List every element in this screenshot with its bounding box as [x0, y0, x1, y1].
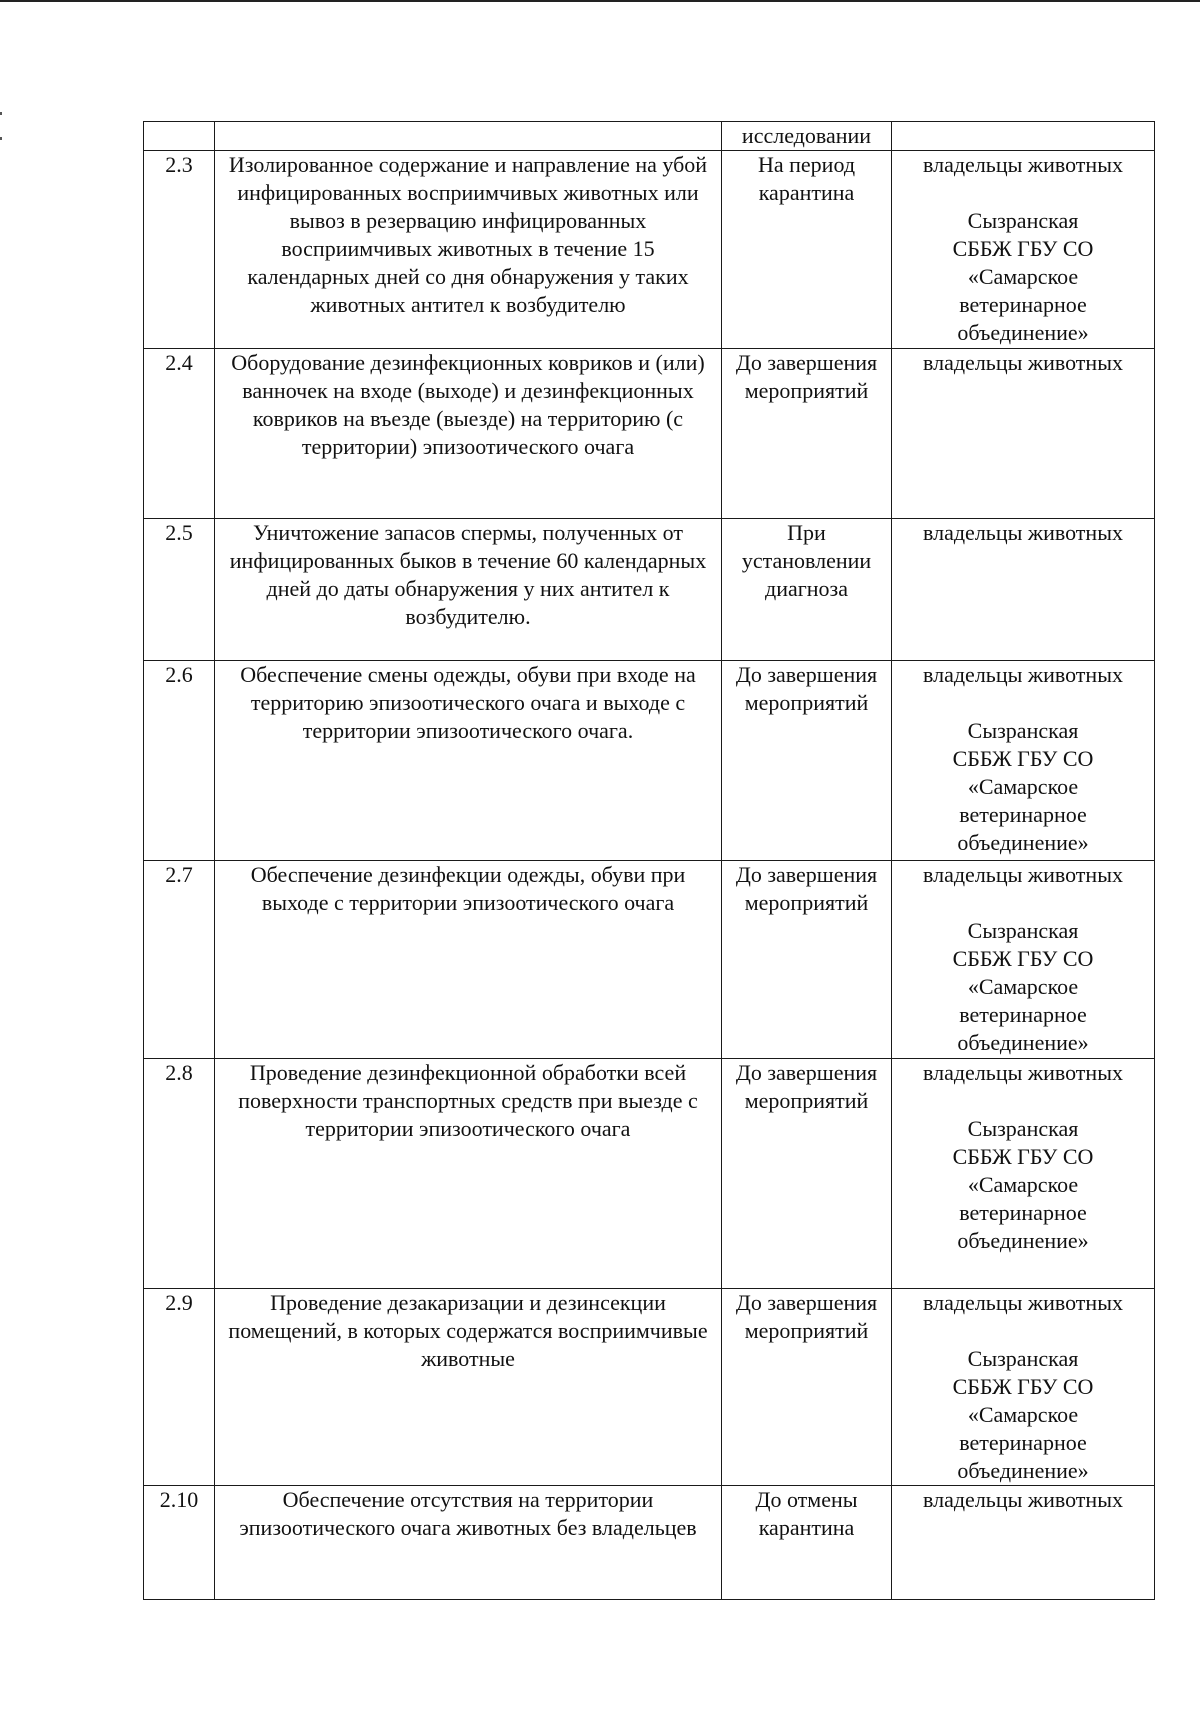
row-term: До завершения мероприятий: [722, 861, 892, 1059]
table-row: [144, 1059, 1155, 1289]
row-term: исследовании: [722, 122, 892, 151]
row-term: До завершения мероприятий: [722, 1289, 892, 1486]
row-action: [215, 122, 722, 151]
measures-table: [143, 121, 1155, 1600]
row-number: 2.9: [144, 1289, 215, 1486]
row-term: До завершения мероприятий: [722, 1059, 892, 1289]
table-row: [144, 661, 1155, 861]
row-number: 2.6: [144, 661, 215, 861]
scan-mark: [0, 137, 2, 140]
row-action: Проведение дезинфекционной обработки всей поверхности транспортных средств при выезде с территории эпизоотического очага: [215, 1059, 722, 1289]
table-row: [144, 1289, 1155, 1486]
row-number: [144, 122, 215, 151]
table-row: [144, 1486, 1155, 1600]
table-row: [144, 349, 1155, 519]
row-term: До отмены карантина: [722, 1486, 892, 1600]
row-responsible: владельцы животных: [892, 349, 1155, 519]
row-responsible: [892, 122, 1155, 151]
row-number: 2.8: [144, 1059, 215, 1289]
row-action: Обеспечение отсутствия на территории эпизоотического очага животных без владельцев: [215, 1486, 722, 1600]
row-number: 2.10: [144, 1486, 215, 1600]
row-responsible: владельцы животных: [892, 519, 1155, 661]
row-responsible: владельцы животных Сызранская СББЖ ГБУ СО «Самарское ветеринарное объединение»: [892, 661, 1155, 861]
row-term: При установлении диагноза: [722, 519, 892, 661]
table-row: [144, 151, 1155, 349]
table-row: [144, 519, 1155, 661]
row-number: 2.7: [144, 861, 215, 1059]
row-term: До завершения мероприятий: [722, 661, 892, 861]
row-term: На период карантина: [722, 151, 892, 349]
table-row: [144, 861, 1155, 1059]
row-action: Обеспечение смены одежды, обуви при входе на территорию эпизоотического очага и выходе с территории эпизоотического очага.: [215, 661, 722, 861]
row-action: Обеспечение дезинфекции одежды, обуви при выходе с территории эпизоотического очага: [215, 861, 722, 1059]
row-action: Проведение дезакаризации и дезинсекции помещений, в которых содержатся восприимчивые животные: [215, 1289, 722, 1486]
scan-mark: [0, 112, 2, 115]
row-action: Изолированное содержание и направление на убой инфицированных восприимчивых животных или вывоз в резервацию инфицированных восприимчивых животных в течение 15 календарных дней со дня обнаружения у таких животных антител к возбудителю: [215, 151, 722, 349]
table-row-continuation: [144, 122, 1155, 151]
row-action: Оборудование дезинфекционных ковриков и (или) ванночек на входе (выходе) и дезинфекционных ковриков на въезде (выезде) на территорию (с территории) эпизоотического очага: [215, 349, 722, 519]
row-responsible: владельцы животных Сызранская СББЖ ГБУ СО «Самарское ветеринарное объединение»: [892, 1289, 1155, 1486]
row-number: 2.5: [144, 519, 215, 661]
row-responsible: владельцы животных Сызранская СББЖ ГБУ СО «Самарское ветеринарное объединение»: [892, 861, 1155, 1059]
row-term: До завершения мероприятий: [722, 349, 892, 519]
row-responsible: владельцы животных Сызранская СББЖ ГБУ СО «Самарское ветеринарное объединение»: [892, 1059, 1155, 1289]
row-responsible: владельцы животных Сызранская СББЖ ГБУ СО «Самарское ветеринарное объединение»: [892, 151, 1155, 349]
page-top-edge: [0, 0, 1200, 2]
row-responsible: владельцы животных: [892, 1486, 1155, 1600]
row-number: 2.4: [144, 349, 215, 519]
row-action: Уничтожение запасов спермы, полученных от инфицированных быков в течение 60 календарных дней до даты обнаружения у них антител к возбудителю.: [215, 519, 722, 661]
row-number: 2.3: [144, 151, 215, 349]
